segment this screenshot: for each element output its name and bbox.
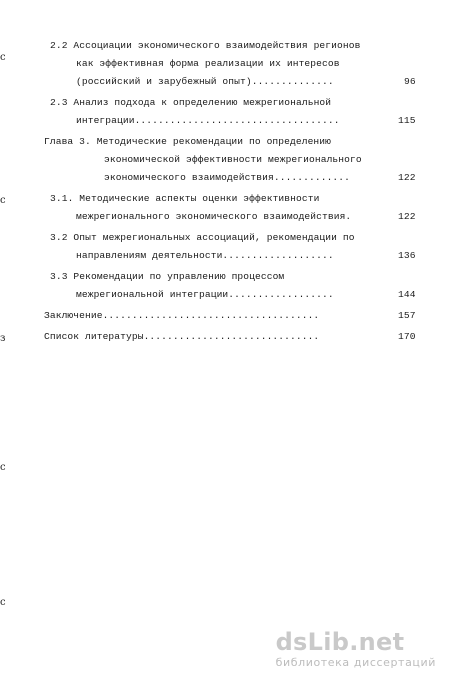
- toc-2-2-line-1: 2.2 Ассоциации экономического взаимодействия регионов: [50, 40, 361, 51]
- toc-3-1-line-2: межрегионального экономического взаимодействия.: [76, 211, 352, 222]
- watermark-subtitle: библиотека диссертаций: [275, 656, 436, 669]
- margin-mark: c: [0, 195, 6, 206]
- watermark-logo: dsLib.net: [275, 628, 405, 656]
- margin-mark: с: [0, 462, 6, 473]
- margin-mark: c: [0, 52, 6, 63]
- watermark: [276, 629, 436, 669]
- toc-2-3-line-2: интеграции...................................: [76, 115, 340, 126]
- toc-3-3-page: 144: [398, 289, 416, 300]
- toc-conclusion: Заключение.....................................: [44, 310, 320, 321]
- toc-references-page: 170: [398, 331, 416, 342]
- toc-3-3-line-1: 3.3 Рекомендации по управлению процессом: [50, 271, 285, 282]
- toc-chapter-3-line-1: Глава 3. Методические рекомендации по определению: [44, 136, 332, 147]
- toc-2-2-line-3: (российский и зарубежный опыт)..............: [76, 76, 334, 87]
- margin-mark: з: [0, 333, 6, 344]
- toc-2-3-line-1: 2.3 Анализ подхода к определению межрегиональной: [50, 97, 332, 108]
- toc-3-1-page: 122: [398, 211, 416, 222]
- margin-mark: с: [0, 597, 6, 608]
- toc-3-3-line-2: межрегиональной интеграции..................: [76, 289, 334, 300]
- toc-2-2-line-2: как эффективная форма реализации их интересов: [76, 58, 340, 69]
- toc-3-1-line-1: 3.1. Методические аспекты оценки эффективности: [50, 193, 320, 204]
- toc-chapter-3-page: 122: [398, 172, 416, 183]
- toc-3-2-page: 136: [398, 250, 416, 261]
- toc-conclusion-page: 157: [398, 310, 416, 321]
- toc-2-2-page: 96: [404, 76, 416, 87]
- toc-chapter-3-line-3: экономического взаимодействия.............: [104, 172, 351, 183]
- toc-chapter-3-line-2: экономической эффективности межрегионального: [104, 154, 362, 165]
- toc-3-2-line-2: направлениям деятельности...................: [76, 250, 334, 261]
- toc-3-2-line-1: 3.2 Опыт межрегиональных ассоциаций, рекомендации по: [50, 232, 355, 243]
- toc-2-3-page: 115: [398, 115, 416, 126]
- toc-references: Список литературы..............................: [44, 331, 320, 342]
